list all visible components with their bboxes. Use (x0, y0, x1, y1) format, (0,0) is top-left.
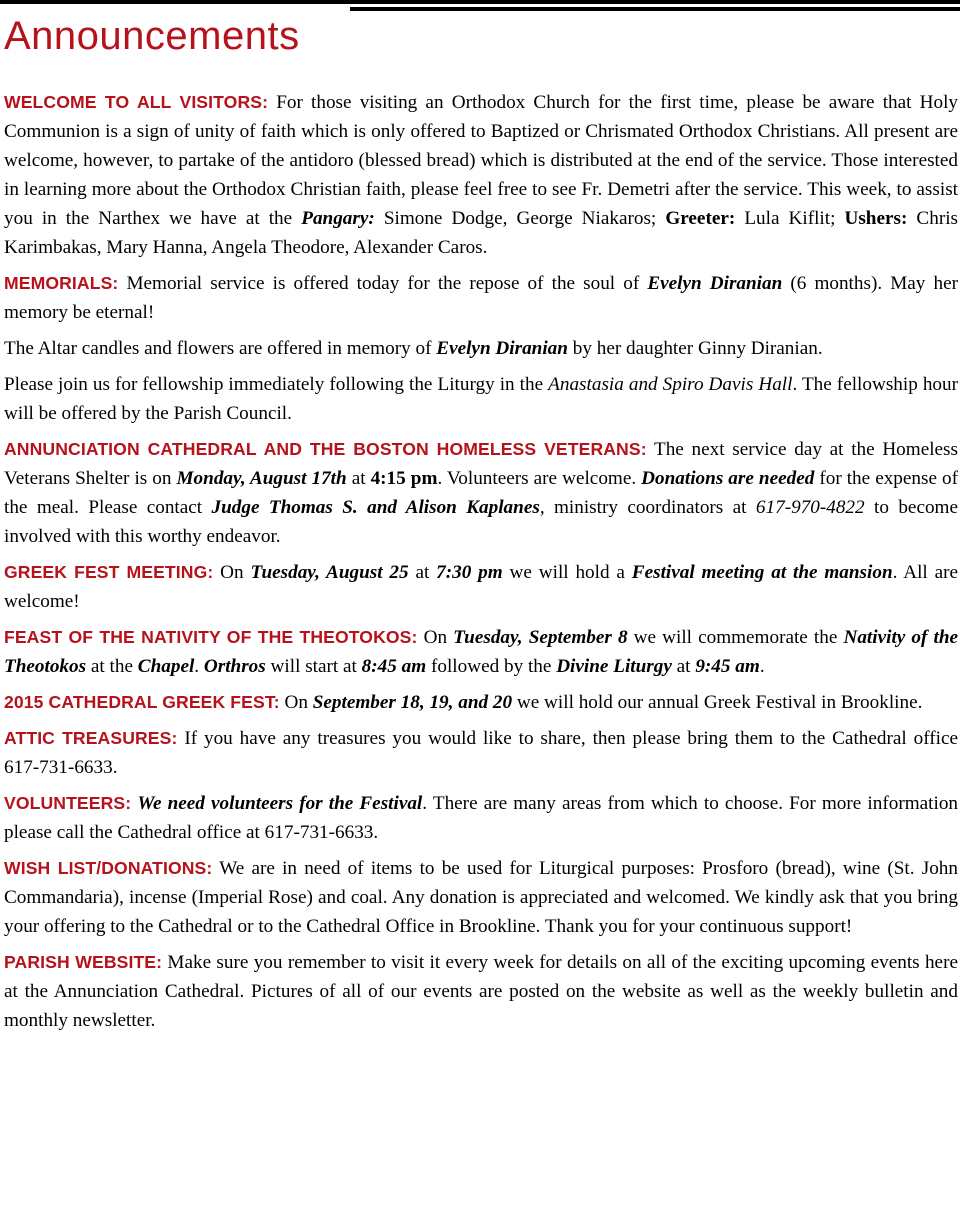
ushers-label: Ushers: (844, 208, 908, 229)
welcome-paragraph: WELCOME TO ALL VISITORS: For those visiting an Orthodox Church for the first time, please be aware that Holy Communion is a sign of unity of faith which is only offered to Baptized or Chrismated Orthodox Christians. All present are welcome, however, to partake of the antidoro (blessed bread) which is distributed at the end of the service. Those interested in learning more about the Orthodox Christian faith, please feel free to see Fr. Demetri after the service. This week, to assist you in the Narthex we have at the Pangary: Simone Dodge, George Niakaros; Greeter: Lula Kiflit; Ushers: Chris Karimbakas, Mary Hanna, Angela Theodore, Alexander Caros. (4, 92, 959, 258)
pangary-label: Pangary: (301, 208, 375, 229)
volunteers-heading: VOLUNTEERS: (4, 793, 132, 813)
altar-paragraph: The Altar candles and flowers are offered in memory of Evelyn Diranian by her daughter Ginny Diranian. (4, 338, 823, 359)
nativity-paragraph: FEAST OF THE NATIVITY OF THE THEOTOKOS: On Tuesday, September 8 we will commemorate the Nativity of the Theotokos at the Chapel. Orthros will start at 8:45 am followed by the Divine Liturgy at 9:45 am. (4, 627, 959, 677)
greek-fest-heading: 2015 CATHEDRAL GREEK FEST: (4, 692, 280, 712)
wishlist-paragraph: WISH LIST/DONATIONS: We are in need of items to be used for Liturgical purposes: Prosforo (bread), wine (St. John Commandaria), incense (Imperial Rose) and coal. Any donation is appreciated and welcomed. We kindly ask that you bring your offering to the Cathedral or to the Cathedral Office in Brookline. Thank you for your continuous support! (4, 858, 958, 937)
top-rule (0, 0, 960, 4)
wishlist-heading: WISH LIST/DONATIONS: (4, 858, 213, 878)
veterans-paragraph: ANNUNCIATION CATHEDRAL AND THE BOSTON HOMELESS VETERANS: The next service day at the Homeless Veterans Shelter is on Monday, August 17th at 4:15 pm. Volunteers are welcome. Donations are needed for the expense of the meal. Please contact Judge Thomas S. and Alison Kaplanes, ministry coordinators at 617-970-4822 to become involved with this worthy endeavor. (4, 439, 958, 547)
top-rule-secondary (350, 7, 960, 11)
greek-fest-paragraph: 2015 CATHEDRAL GREEK FEST: On September 18, 19, and 20 we will hold our annual Greek Festival in Brookline. (4, 692, 923, 713)
welcome-heading: WELCOME TO ALL VISITORS: (4, 92, 269, 112)
attic-heading: ATTIC TREASURES: (4, 728, 178, 748)
website-paragraph: PARISH WEBSITE: Make sure you remember to visit it every week for details on all of the exciting upcoming events here at the Annunciation Cathedral. Pictures of all of our events are posted on the website as well as the weekly bulletin and monthly newsletter. (4, 952, 958, 1031)
memorials-paragraph: MEMORIALS: Memorial service is offered today for the repose of the soul of Evelyn Diranian (6 months). May her memory be eternal! (4, 273, 958, 323)
website-heading: PARISH WEBSITE: (4, 952, 163, 972)
greeter-label: Greeter: (665, 208, 736, 229)
announcements-body (4, 88, 958, 1042)
veterans-heading: ANNUNCIATION CATHEDRAL AND THE BOSTON HOMELESS VETERANS: (4, 439, 647, 459)
fest-meeting-paragraph: GREEK FEST MEETING: On Tuesday, August 25 at 7:30 pm we will hold a Festival meeting at the mansion. All are welcome! (4, 562, 958, 612)
fellowship-paragraph: Please join us for fellowship immediately following the Liturgy in the Anastasia and Spiro Davis Hall. The fellowship hour will be offered by the Parish Council. (4, 374, 959, 424)
memorials-heading: MEMORIALS: (4, 273, 119, 293)
page-title: Announcements (4, 14, 300, 58)
nativity-heading: FEAST OF THE NATIVITY OF THE THEOTOKOS: (4, 627, 418, 647)
attic-paragraph: ATTIC TREASURES: If you have any treasures you would like to share, then please bring them to the Cathedral office 617-731-6633. (4, 728, 958, 778)
volunteers-paragraph: VOLUNTEERS: We need volunteers for the Festival. There are many areas from which to choose. For more information please call the Cathedral office at 617-731-6633. (4, 793, 959, 843)
fest-meeting-heading: GREEK FEST MEETING: (4, 562, 214, 582)
